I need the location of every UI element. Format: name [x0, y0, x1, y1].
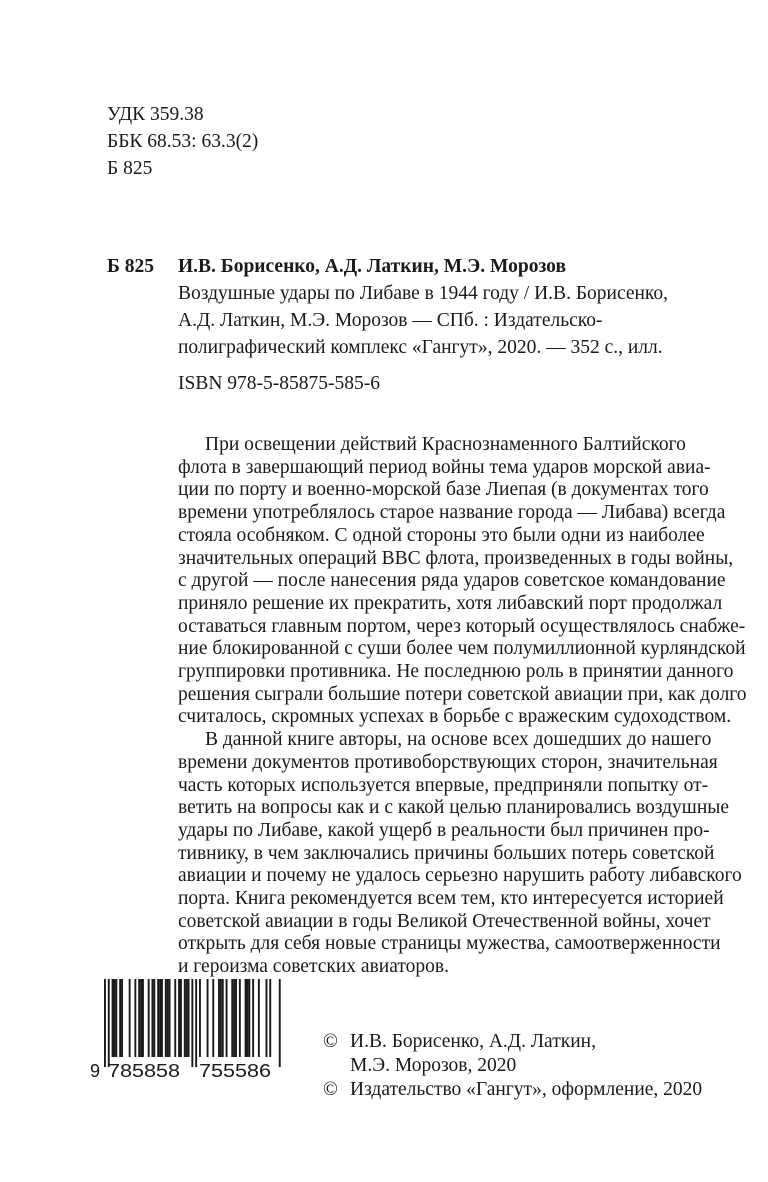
- annotation-line: флота в завершающий период войны тема ударов морской авиа-: [178, 456, 711, 478]
- catalog-entry-line: А.Д. Латкин, М.Э. Морозов — СПб. : Издательско-: [178, 310, 603, 331]
- barcode-bar: [199, 979, 201, 1057]
- barcode-bar: [220, 979, 222, 1057]
- barcode-bar: [269, 979, 271, 1057]
- catalog-entry-line: Воздушные удары по Либаве в 1944 году / И.В. Борисенко,: [178, 283, 669, 304]
- barcode-bar: [191, 979, 193, 1067]
- copyright-block: [323, 1030, 702, 1102]
- copyright-authors: [323, 1030, 702, 1078]
- barcode-bars: [104, 979, 282, 1067]
- annotation-line: считалось, скромных успехах в борьбе с вражеским судоходством.: [178, 706, 732, 728]
- barcode-bar: [235, 979, 237, 1057]
- annotation-line: В данной книге авторы, на основе всех дошедших до нашего: [205, 729, 712, 751]
- classification-codes: [107, 101, 258, 182]
- barcode-bar: [212, 979, 214, 1057]
- udk-code: УДК 359.38: [107, 104, 204, 125]
- barcode-bar: [248, 979, 250, 1057]
- annotation-line: открыть для себя новые страницы мужества, самоотверженности: [178, 933, 721, 955]
- barcode-bar: [148, 979, 150, 1057]
- catalog-entry-sign: Б 825: [107, 256, 155, 277]
- barcode-bar: [195, 979, 197, 1067]
- annotation-line: ции по порту и военно-морской базе Лиепая (в документах того: [178, 479, 709, 501]
- copyright-authors-line: М.Э. Морозов, 2020: [350, 1055, 517, 1076]
- barcode-bar: [178, 979, 180, 1057]
- barcode-bar: [258, 979, 260, 1057]
- barcode-bar: [104, 979, 106, 1067]
- catalog-entry-authors: И.В. Борисенко, А.Д. Латкин, М.Э. Морозов: [178, 256, 566, 277]
- annotation-line: порта. Книга рекомендуется всем тем, кто интересуется историей: [178, 888, 724, 910]
- barcode-left-digits: 785858: [108, 1061, 180, 1081]
- isbn-barcode: [86, 977, 282, 1081]
- barcode-bar: [226, 979, 228, 1057]
- barcode-bar: [142, 979, 144, 1057]
- annotation-line: ние блокированной с суши более чем полумиллионной курляндской: [178, 638, 746, 660]
- barcode-bar: [119, 979, 121, 1057]
- copyright-publisher-line: Издательство «Гангут», оформление, 2020: [350, 1079, 703, 1100]
- annotation-line: приняло решение их прекратить, хотя либавский порт продолжал: [178, 592, 723, 614]
- barcode-bar: [245, 979, 247, 1057]
- barcode-bar: [129, 979, 131, 1057]
- annotation-line: и героизма советских авиаторов.: [178, 956, 449, 978]
- annotation-line: группировки противника. Не последнюю роль в принятии данного: [178, 661, 734, 683]
- copyright-symbol: ©: [323, 1079, 338, 1100]
- copyright-symbol: ©: [323, 1031, 338, 1052]
- barcode-bar: [252, 979, 254, 1057]
- annotation-line: стояла особняком. С одной стороны это были одни из наиболее: [178, 524, 705, 546]
- barcode-bar: [157, 979, 159, 1057]
- annotation-line: значительных операций ВВС флота, произведенных в годы войны,: [178, 547, 734, 569]
- catalog-entry-line: полиграфический комплекс «Гангут», 2020. — 352 с., илл.: [178, 337, 663, 358]
- catalog-entry-body: [178, 253, 698, 361]
- barcode-bar: [159, 979, 161, 1057]
- barcode-bar: [161, 979, 163, 1057]
- barcode-bar: [233, 979, 235, 1057]
- barcode-right-digits: 755586: [199, 1061, 271, 1081]
- annotation-line: решения сыграли большие потери советской авиации при, как долго: [178, 683, 747, 705]
- barcode-bar: [184, 979, 186, 1057]
- bbk-code: ББК 68.53: 63.3(2): [107, 131, 259, 152]
- annotation-line: авиации и почему не удалось серьезно нарушить работу либавского: [178, 865, 742, 887]
- barcode-bar: [186, 979, 188, 1057]
- barcode-bar: [167, 979, 169, 1057]
- annotation-line: часть которых используется впервые, предприняли попытку от-: [178, 774, 709, 796]
- barcode-bar: [114, 979, 116, 1057]
- barcode-bar: [180, 979, 182, 1057]
- barcode-bar: [174, 979, 176, 1057]
- copyright-publisher: [323, 1078, 702, 1102]
- annotation-line: ветить на вопросы как и с какой целью планировались воздушные: [178, 797, 730, 819]
- barcode-bar: [115, 979, 117, 1057]
- barcode-bar: [112, 979, 114, 1057]
- barcode-bar: [134, 979, 136, 1057]
- barcode-bar: [169, 979, 171, 1057]
- barcode-bar: [207, 979, 209, 1057]
- author-sign: Б 825: [107, 158, 153, 179]
- barcode-first-digit: 9: [90, 1061, 101, 1081]
- barcode-bar: [153, 979, 155, 1057]
- annotation-line: При освещении действий Краснознаменного Балтийского: [205, 434, 686, 455]
- barcode-bar: [247, 979, 249, 1057]
- barcode-bar: [266, 979, 268, 1057]
- barcode-bar: [231, 979, 233, 1057]
- annotation-line: удары по Либаве, какой ущерб в реальности был причинен про-: [178, 819, 710, 841]
- barcode-bar: [108, 979, 110, 1067]
- barcode-bar: [152, 979, 154, 1057]
- barcode-bar: [121, 979, 123, 1057]
- annotation-line: времени употреблялось старое название города — Либава) всегда: [178, 502, 726, 524]
- barcode-bar: [279, 979, 281, 1067]
- barcode-bar: [165, 979, 167, 1057]
- annotation-line: тивнику, в чем заключались причины больших потерь советской: [178, 842, 715, 864]
- barcode-bar: [218, 979, 220, 1057]
- annotation: [178, 434, 747, 979]
- isbn-number: ISBN 978-5-85875-585-6: [178, 373, 381, 394]
- annotation-line: оставаться главным портом, через который осуществлялось снабже-: [178, 615, 746, 637]
- barcode-bar: [140, 979, 142, 1057]
- copyright-authors-line: И.В. Борисенко, А.Д. Латкин,: [350, 1031, 596, 1052]
- annotation-line: с другой — после нанесения ряда ударов советское командование: [178, 570, 726, 592]
- barcode-bar: [239, 979, 241, 1057]
- barcode-bar: [222, 979, 224, 1057]
- barcode-bar: [138, 979, 140, 1057]
- annotation-line: советской авиации в годы Великой Отечественной войны, хочет: [178, 910, 711, 932]
- annotation-line: времени документов противоборствующих сторон, значительная: [178, 751, 718, 773]
- barcode-bar: [188, 979, 190, 1057]
